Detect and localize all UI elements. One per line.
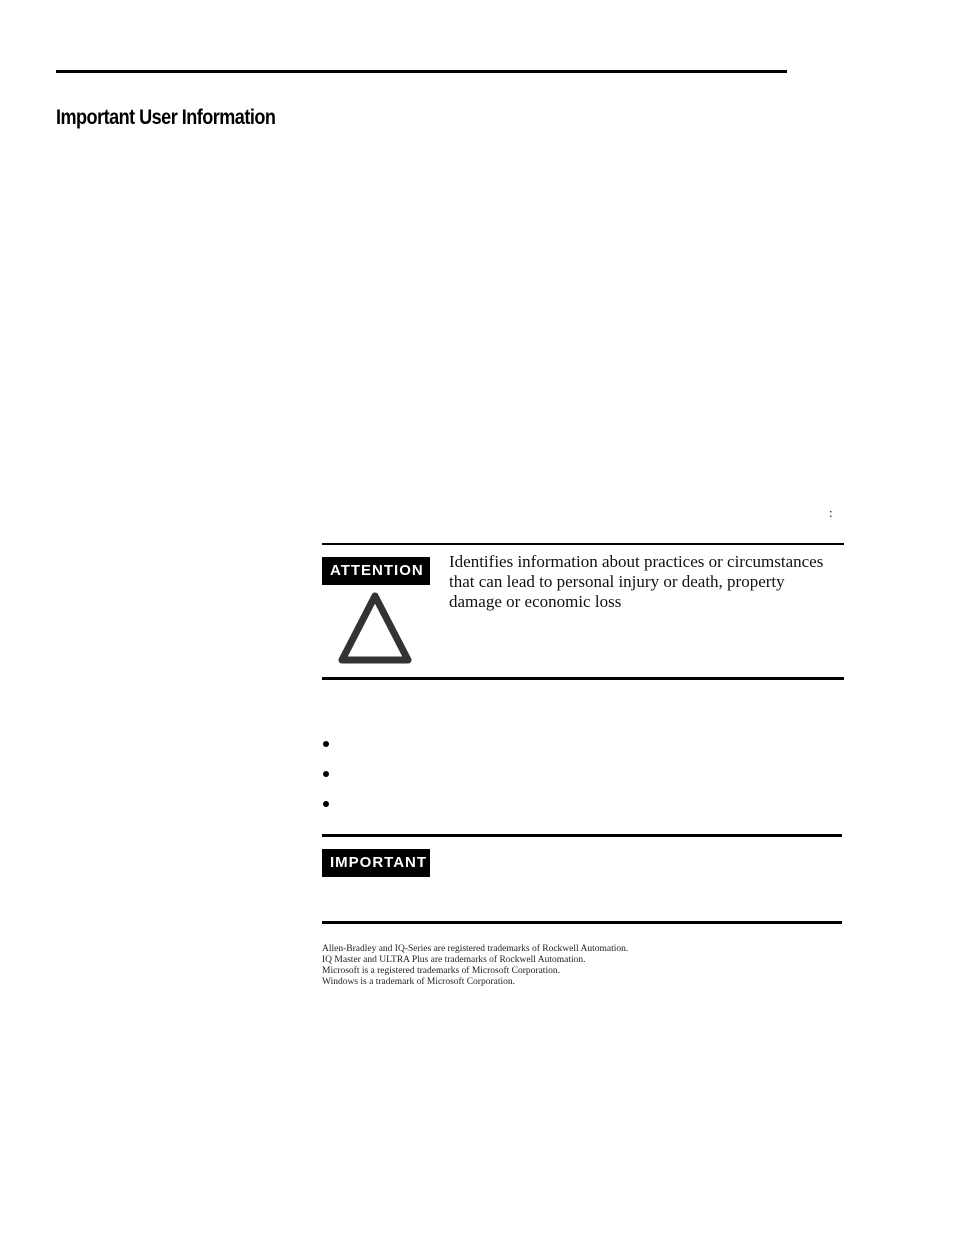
page-title: Important User Information [56, 106, 276, 129]
trademark-line: Windows is a trademark of Microsoft Corporation. [322, 977, 516, 987]
trademark-line: IQ Master and ULTRA Plus are trademarks of Rockwell Automation. [322, 955, 586, 965]
important-badge: IMPORTANT [322, 849, 430, 877]
trademark-line: Microsoft is a registered trademarks of Microsoft Corporation. [322, 966, 560, 976]
header-rule [56, 70, 787, 73]
bullet-icon [323, 771, 329, 777]
warning-triangle-icon [336, 590, 414, 666]
bullet-icon [323, 741, 329, 747]
attention-bottom-rule [322, 677, 844, 680]
attention-badge: ATTENTION [322, 557, 430, 585]
colon-mark: : [829, 505, 833, 520]
attention-description: Identifies information about practices or circumstances that can lead to personal injury or death, property damage or economic loss [449, 552, 824, 611]
important-top-rule [322, 834, 842, 837]
attention-top-rule [322, 543, 844, 545]
important-bottom-rule [322, 921, 842, 924]
trademark-notice [322, 944, 628, 988]
trademark-line: Allen-Bradley and IQ-Series are registered trademarks of Rockwell Automation. [322, 944, 629, 954]
bullet-icon [323, 801, 329, 807]
